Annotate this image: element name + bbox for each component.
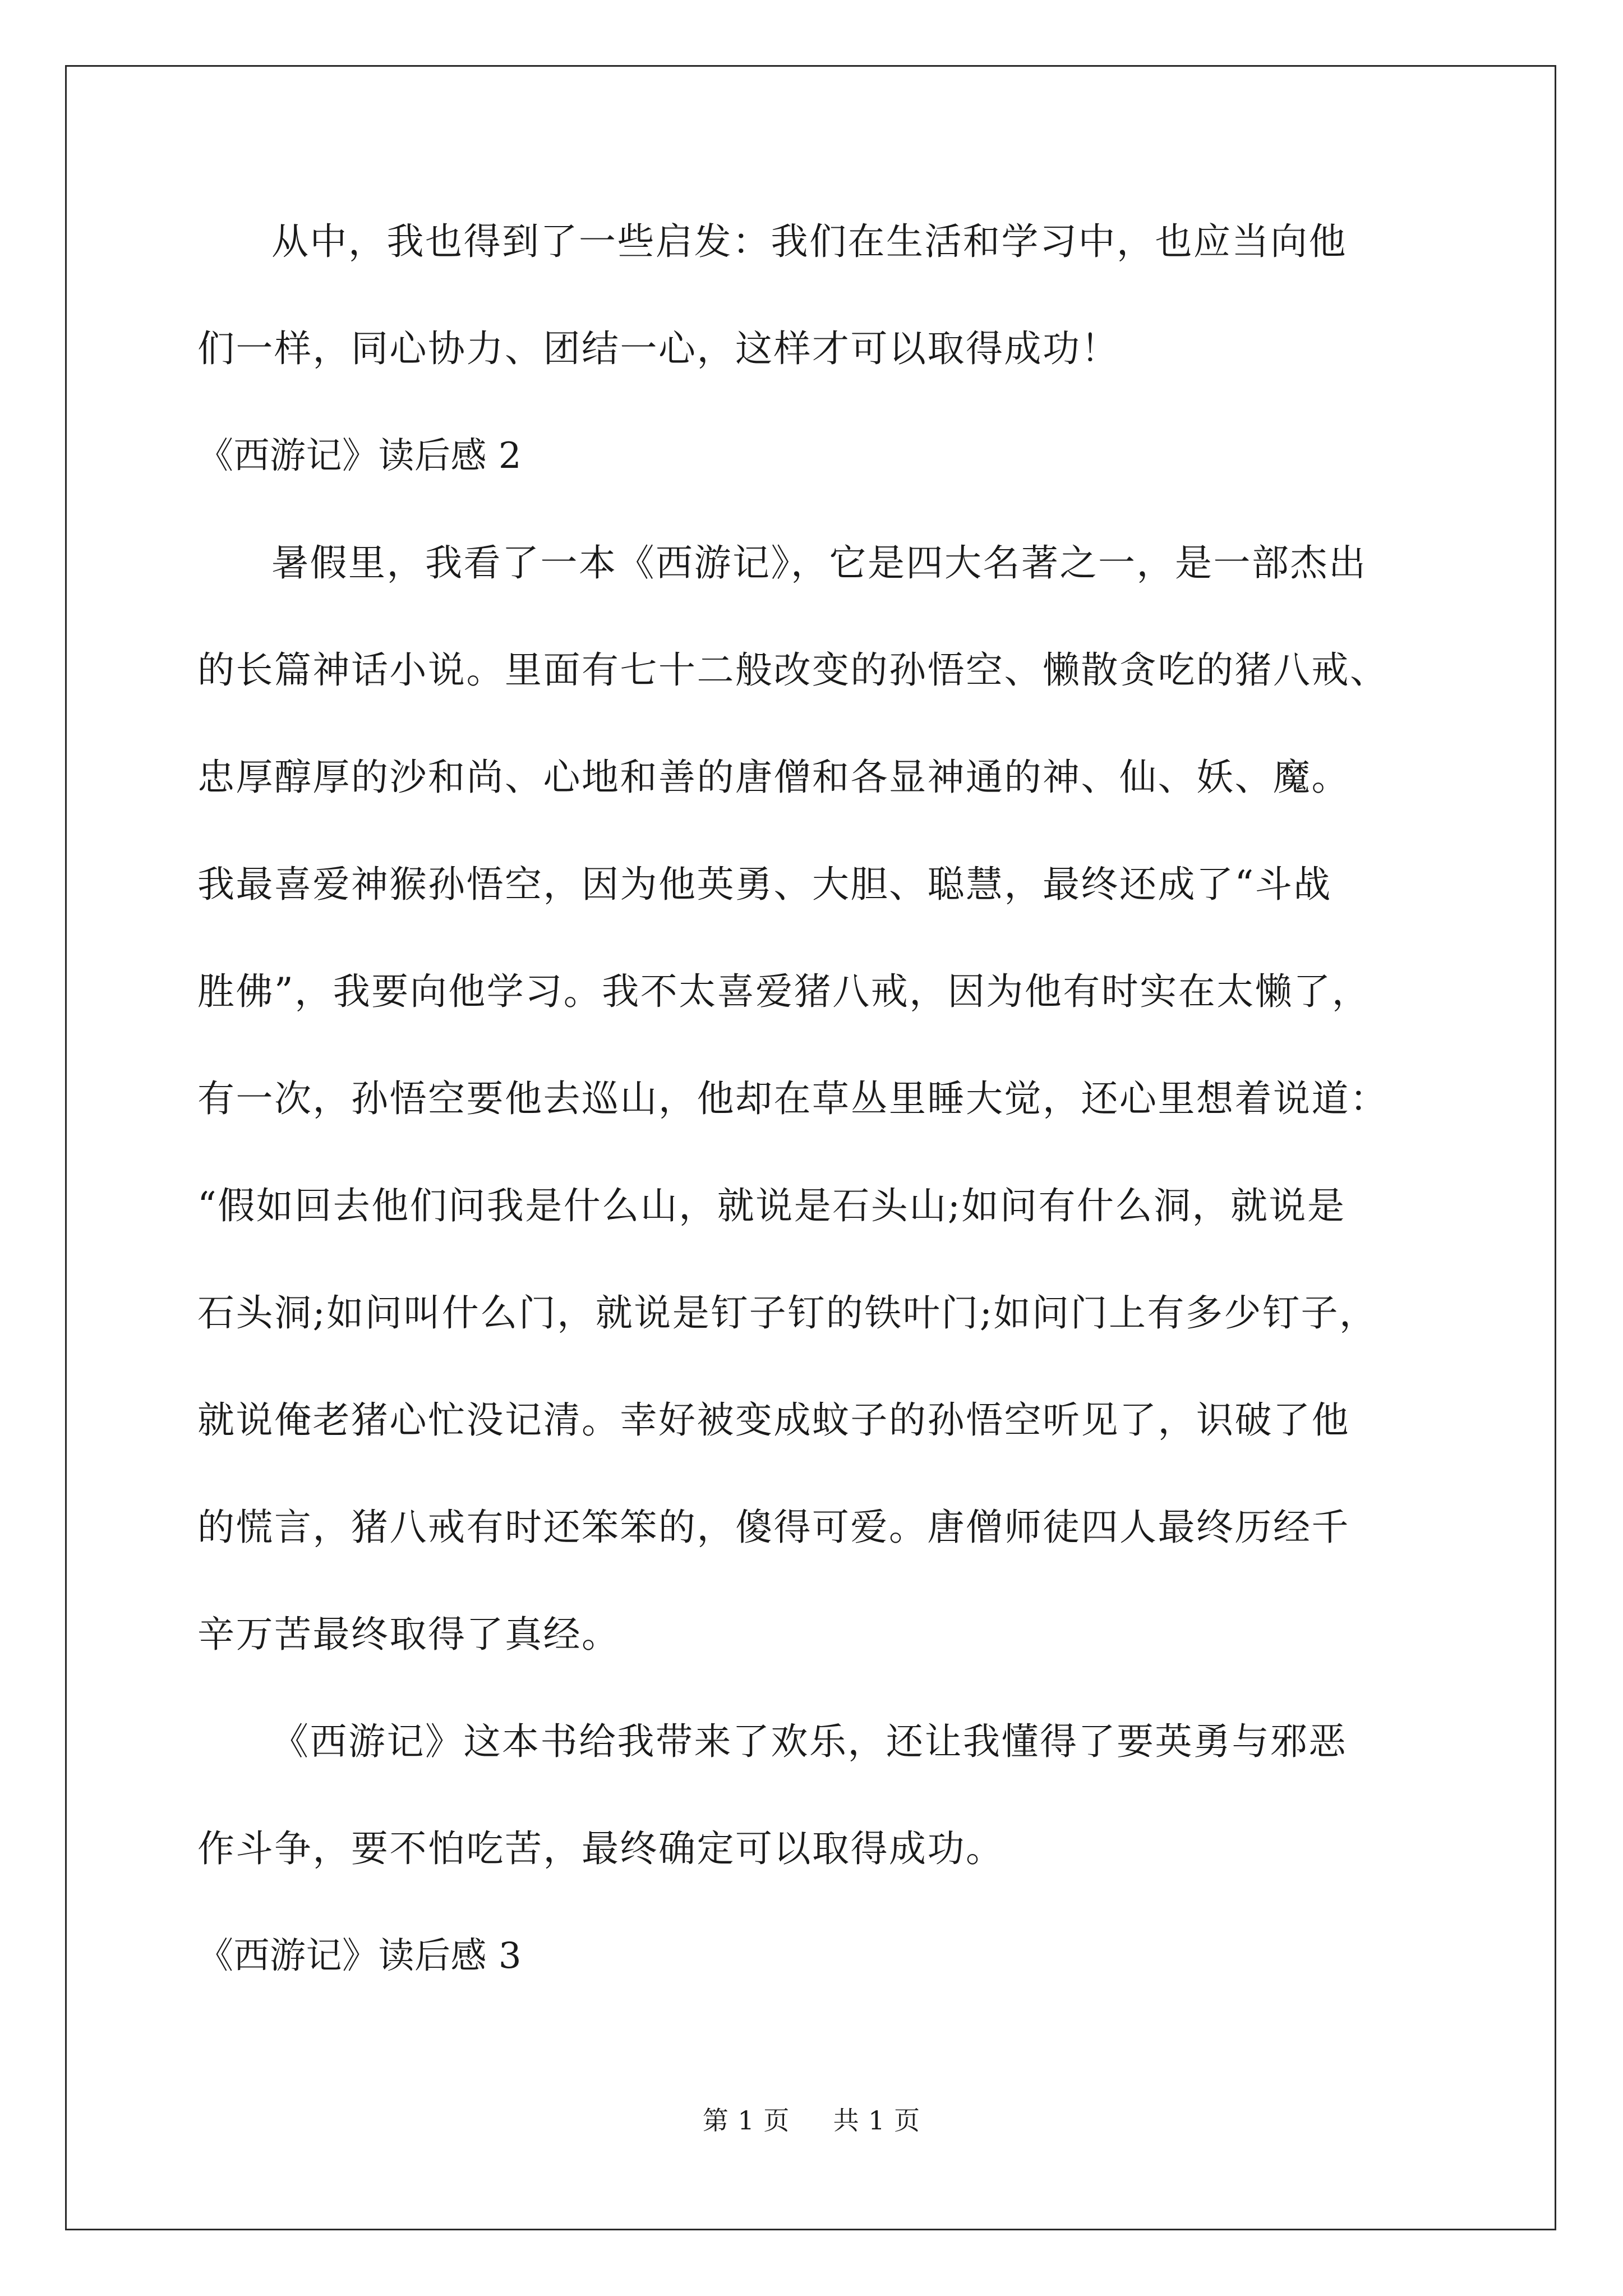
paragraph-line: “假如回去他们问我是什么山，就说是石头山;如问有什么洞，就说是 — [197, 1184, 1346, 1227]
paragraph-line: 的慌言，猪八戒有时还笨笨的，傻得可爱。唐僧师徒四人最终历经千 — [197, 1506, 1350, 1549]
paragraph-line: 辛万苦最终取得了真经。 — [197, 1613, 620, 1656]
paragraph-line: 们一样，同心协力、团结一心，这样才可以取得成功！ — [197, 327, 1119, 370]
document-body — [197, 216, 1426, 2037]
paragraph-line: 从中，我也得到了一些启发：我们在生活和学习中，也应当向他 — [271, 220, 1347, 263]
paragraph-line: 作斗争，要不怕吃苦，最终确定可以取得成功。 — [197, 1827, 1004, 1870]
paragraph-line: 胜佛”，我要向他学习。我不太喜爱猪八戒，因为他有时实在太懒了， — [197, 970, 1371, 1013]
paragraph-line: 《西游记》这本书给我带来了欢乐，还让我懂得了要英勇与邪恶 — [271, 1720, 1347, 1763]
paragraph-line: 忠厚醇厚的沙和尚、心地和善的唐僧和各显神通的神、仙、妖、魔。 — [197, 756, 1350, 799]
paragraph-line: 的长篇神话小说。里面有七十二般改变的孙悟空、懒散贪吃的猪八戒、 — [197, 648, 1389, 692]
paragraph-line: 有一次，孙悟空要他去巡山，他却在草丛里睡大觉，还心里想着说道： — [197, 1077, 1389, 1120]
paragraph-line: 我最喜爱神猴孙悟空，因为他英勇、大胆、聪慧，最终还成了“斗战 — [197, 863, 1332, 906]
total-pages: 共 1 页 — [833, 2105, 921, 2136]
paragraph-line: 暑假里，我看了一本《西游记》，它是四大名著之一，是一部杰出 — [271, 541, 1367, 585]
page-number: 第 1 页 — [702, 2105, 790, 2136]
paragraph-line: 就说俺老猪心忙没记清。幸好被变成蚊子的孙悟空听见了，识破了他 — [197, 1398, 1350, 1442]
section-heading: 《西游记》读后感 3 — [197, 1935, 522, 1977]
paragraph-line: 石头洞;如问叫什么门，就说是钉子钉的铁叶门;如问门上有多少钉子， — [197, 1291, 1378, 1335]
section-heading: 《西游记》读后感 2 — [197, 435, 522, 477]
page-footer — [0, 2104, 1623, 2137]
